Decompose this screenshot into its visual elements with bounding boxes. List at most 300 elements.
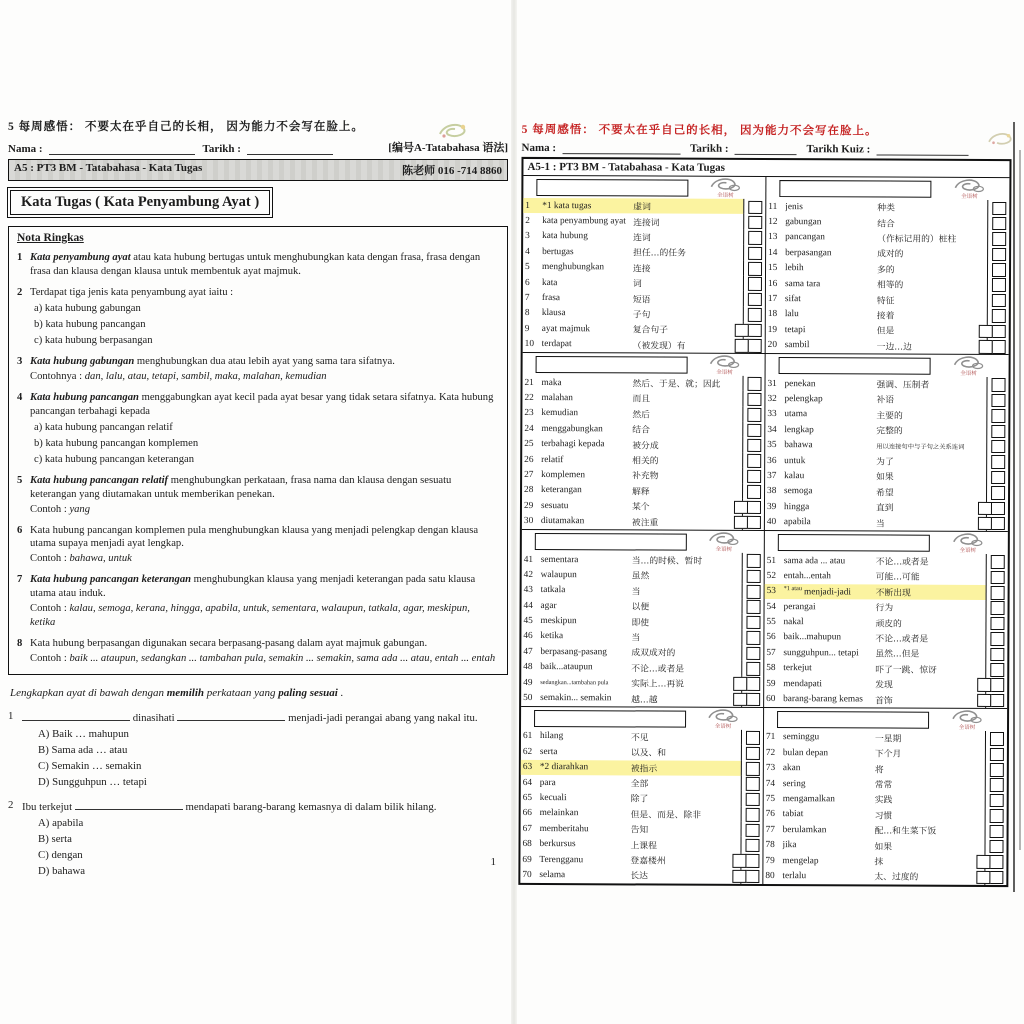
vocab-number: 47	[523, 646, 533, 657]
vocab-malay-word	[784, 425, 876, 435]
vocab-row	[521, 690, 763, 706]
vocab-chinese-meaning: 首饰	[875, 695, 893, 707]
vocab-row	[521, 613, 763, 629]
vocab-malay-word	[784, 585, 876, 597]
vocab-malay-text: keterangan	[541, 485, 582, 496]
check-cell	[742, 553, 764, 568]
vocab-number: 36	[767, 455, 777, 466]
vocab-row-main	[523, 260, 743, 276]
answer-blank	[177, 710, 285, 721]
vocab-row	[521, 775, 763, 791]
vocab-number: 52	[766, 570, 777, 581]
check-cell	[743, 230, 765, 245]
vocab-number: 6	[524, 277, 530, 288]
note-item	[17, 355, 497, 384]
vocab-row-main	[766, 261, 987, 277]
question-text: dinasihati	[130, 712, 178, 725]
vocab-row-main	[766, 199, 987, 215]
vocab-malay-word	[785, 310, 877, 320]
vocab-malay-text: berkursus	[539, 839, 576, 850]
vocab-row	[520, 852, 762, 868]
vocab-malay-text: baik...mahupun	[783, 632, 842, 643]
check-box	[746, 747, 760, 761]
vocab-number: 28	[524, 485, 534, 496]
vocab-malay-text: kecuali	[539, 792, 567, 804]
check-cell	[987, 231, 1009, 246]
vocab-malay-text: utama	[784, 409, 808, 420]
check-cell	[985, 761, 1007, 776]
vocab-row	[765, 407, 1008, 423]
vocab-malay-text: baik...ataupun	[540, 662, 593, 673]
vocab-malay-text: para	[539, 777, 556, 788]
note-item	[17, 474, 497, 517]
vocab-chinese-meaning: 全部	[630, 779, 649, 790]
check-cell	[986, 392, 1008, 407]
vocab-blocks	[520, 176, 1009, 885]
vocab-malay-text: terlalu	[782, 871, 807, 882]
vocab-malay-word	[541, 570, 632, 580]
check-box	[992, 340, 1006, 354]
note-body	[30, 637, 497, 666]
vocab-number: 63	[522, 762, 533, 773]
vocab-chinese-meaning: 虽然…但是	[875, 649, 920, 661]
vocab-malay-text: sama tara	[784, 278, 821, 289]
vocab-row-main	[522, 583, 742, 599]
vocab-chinese-meaning: 即使	[631, 617, 650, 629]
vocab-malay-word	[785, 263, 877, 273]
vocab-row	[521, 821, 763, 837]
check-cell	[987, 200, 1009, 215]
note-contoh	[30, 503, 497, 517]
check-box	[992, 278, 1006, 292]
vocab-table	[518, 157, 1011, 887]
vocab-malay-text: lebih	[785, 263, 804, 274]
instruction-bold: paling sesuai	[278, 687, 338, 700]
check-cell	[985, 792, 1007, 807]
contoh-examples: yang	[69, 503, 91, 515]
vocab-malay-text: selama	[539, 869, 566, 881]
check-box	[746, 762, 760, 776]
vocab-row-main	[521, 690, 741, 706]
vocab-row	[763, 837, 1006, 853]
vocab-row-main	[764, 676, 985, 692]
vocab-malay-word	[542, 308, 633, 318]
vocab-malay-text: maka	[541, 377, 562, 388]
check-box	[747, 600, 761, 614]
page-gutter	[511, 0, 517, 1024]
vocab-number: 11	[768, 201, 778, 212]
svg-text:全语树: 全语树	[961, 193, 978, 200]
vocab-chinese-meaning: 但是	[876, 326, 895, 337]
vocab-column-header	[523, 176, 765, 199]
vocab-malay-word	[541, 455, 632, 465]
vocab-chinese-meaning: 但是、而是、除非	[630, 810, 702, 821]
vocab-row-main	[523, 213, 743, 229]
stamp-logo-icon	[950, 707, 984, 731]
check-box	[990, 748, 1004, 762]
vocab-malay-word	[541, 424, 632, 434]
vocab-row-main	[522, 421, 742, 437]
check-box	[991, 394, 1005, 408]
check-box	[992, 232, 1006, 246]
vocab-malay-text: serta	[539, 746, 558, 757]
tarikh-kuiz-label: Tarikh Kuiz :	[806, 143, 871, 156]
vocab-row	[765, 499, 1008, 515]
note-lead-term: Kata hubung gabungan	[30, 355, 135, 367]
vocab-malay-text: relatif	[541, 454, 564, 465]
note-description: atau kata hubung bertugas untuk menghubungkan kata dengan frasa, frasa dengan frasa dan klausa dengan klausa untuk membentuk ayat majmuk.	[30, 252, 481, 277]
note-number: 8	[17, 638, 23, 650]
check-cell	[985, 823, 1007, 838]
vocab-chinese-meaning: 结合	[632, 425, 650, 436]
vocab-block	[521, 530, 1008, 709]
vocab-row-main	[765, 407, 986, 423]
check-cell	[740, 853, 762, 868]
tarikh-label: Tarikh :	[202, 143, 241, 155]
question-text: menjadi-jadi perangai abang yang nakal itu.	[285, 712, 478, 725]
vocab-row-main	[766, 276, 987, 292]
vocab-malay-text: sering	[782, 778, 806, 789]
vocab-row-main	[521, 790, 741, 806]
note-subitem: b) kata hubung pancangan komplemen	[34, 437, 199, 449]
vocab-column-header	[522, 530, 764, 553]
check-box	[990, 809, 1004, 823]
note-body	[30, 251, 497, 279]
vocab-chinese-meaning: 子句	[632, 310, 651, 321]
notes-list	[17, 251, 497, 666]
vocab-chinese-meaning: 成双成对的	[631, 648, 676, 659]
vocab-row	[764, 614, 1007, 630]
vocab-malay-text: agar	[540, 600, 557, 611]
vocab-row-main	[522, 406, 742, 422]
check-cell	[986, 585, 1008, 600]
vocab-malay-word	[783, 663, 875, 673]
vocab-number: 22	[524, 392, 534, 403]
check-cell	[742, 484, 764, 499]
vocab-malay-word	[539, 870, 630, 880]
vocab-malay-word	[540, 647, 631, 657]
vocab-malay-word	[540, 616, 631, 626]
vocab-row-main	[522, 498, 742, 514]
vocab-row-main	[765, 584, 986, 600]
vocab-footnote-mark: *1 atau	[783, 585, 803, 593]
vocab-row-main	[763, 868, 984, 884]
check-box	[990, 825, 1004, 839]
vocab-chinese-meaning: 实践	[874, 795, 893, 807]
vocab-chinese-meaning: 实际上…再说	[631, 679, 685, 690]
vocab-row	[766, 307, 1009, 323]
vocab-malay-word	[783, 763, 875, 773]
check-cell	[741, 760, 763, 775]
score-box	[778, 534, 930, 552]
vocab-malay-text: mengelap	[782, 855, 819, 866]
notes-title: Nota Ringkas	[17, 232, 84, 244]
vocab-chinese-meaning: 不论…或者是	[875, 634, 929, 645]
vocab-number: 59	[766, 678, 776, 689]
vocab-malay-text: kata hubung	[542, 231, 588, 242]
note-number: 2	[17, 286, 23, 298]
vocab-malay-text: kemudian	[541, 408, 579, 419]
note-body	[30, 573, 497, 630]
score-box	[536, 179, 688, 197]
vocab-row	[765, 568, 1008, 584]
vocab-malay-text: terbahagi kepada	[541, 439, 605, 450]
vocab-malay-text: malahan	[541, 393, 573, 404]
check-box	[992, 217, 1006, 231]
vocab-malay-word	[540, 747, 631, 757]
vocab-row	[764, 645, 1007, 661]
vocab-chinese-meaning: 不断出现	[875, 588, 911, 599]
vocab-malay-text: entah...entah	[783, 570, 831, 582]
check-box-extra	[977, 678, 991, 692]
vocab-chinese-meaning: 而且	[632, 394, 651, 405]
note-item	[17, 637, 497, 666]
check-cell	[741, 776, 763, 791]
check-box	[747, 485, 761, 499]
nama-label: Nama :	[8, 143, 43, 155]
note-item	[17, 286, 497, 348]
vocab-chinese-meaning: 成对的	[877, 249, 904, 260]
vocab-number: 41	[523, 554, 534, 565]
vocab-row	[522, 583, 764, 599]
note-subitem: a) kata hubung pancangan relatif	[34, 421, 173, 433]
note-text	[30, 286, 497, 300]
check-box	[990, 694, 1004, 708]
question-sentence	[22, 799, 436, 813]
vocab-row-main	[522, 467, 742, 483]
check-box	[992, 263, 1006, 277]
vocab-malay-word	[782, 856, 874, 866]
score-box	[536, 356, 688, 374]
vocab-chinese-meaning: 接着	[876, 311, 895, 322]
check-box-extra	[979, 340, 993, 354]
vocab-malay-word	[785, 279, 877, 289]
check-cell	[742, 468, 764, 483]
check-box	[746, 823, 760, 837]
vocab-malay-text: melainkan	[539, 808, 579, 819]
vocab-row-main	[523, 275, 743, 291]
vocab-malay-word	[542, 293, 633, 303]
vocab-malay-word	[783, 748, 875, 758]
vocab-chinese-meaning: 被指示	[630, 764, 658, 775]
vocab-malay-word	[541, 470, 632, 480]
vocab-row	[523, 244, 765, 260]
vocab-row	[766, 230, 1009, 246]
vocab-malay-text: jenis	[785, 201, 803, 212]
vocab-chinese-meaning: 不论…或者是	[875, 557, 929, 568]
vocab-malay-word	[540, 662, 631, 672]
vocab-chinese-meaning: 强调、压制者	[876, 380, 930, 391]
vocab-malay-word	[785, 340, 877, 350]
vocab-malay-text: mengamalkan	[782, 794, 835, 805]
check-box	[747, 439, 761, 453]
vocab-chinese-meaning: 希望	[876, 488, 894, 499]
vocab-malay-text: seminggu	[782, 732, 820, 743]
check-box	[991, 409, 1005, 423]
check-box	[745, 839, 759, 853]
vocab-chinese-meaning: 为了	[876, 457, 894, 468]
stamp-logo-icon	[952, 176, 986, 200]
vocab-row-main	[521, 629, 741, 645]
vocab-malay-text: tetapi	[784, 324, 806, 335]
vocab-number: 16	[767, 278, 778, 289]
vocab-malay-text: pancangan	[785, 232, 825, 243]
vocab-malay-text: akan	[782, 763, 801, 774]
check-cell	[742, 568, 764, 583]
check-cell	[986, 377, 1008, 392]
vocab-row	[523, 336, 765, 352]
check-cell	[985, 646, 1007, 661]
vocab-column	[763, 708, 1007, 885]
vocab-number: 46	[523, 631, 533, 642]
vocab-chinese-meaning: 不论…或者是	[631, 664, 685, 675]
answer-option: D) bahawa	[38, 865, 86, 878]
vocab-row	[521, 759, 763, 775]
vocab-number: 55	[766, 617, 776, 628]
answer-option: D) Sungguhpun … tetapi	[38, 776, 147, 789]
vocab-malay-word	[785, 202, 877, 212]
vocab-number: 75	[765, 793, 776, 805]
vocab-column-header	[523, 353, 765, 376]
vocab-row	[765, 484, 1008, 500]
vocab-row-main	[520, 852, 740, 868]
note-text	[30, 251, 497, 279]
check-cell	[984, 854, 1006, 869]
check-box	[991, 425, 1005, 439]
vocab-chinese-meaning: 短语	[632, 294, 651, 306]
vocab-chinese-meaning: 越…越	[631, 694, 658, 706]
vocab-row-main	[764, 661, 985, 677]
note-contoh	[30, 602, 497, 630]
note-text	[30, 524, 497, 552]
vocab-number: 49	[523, 677, 533, 688]
vocab-chinese-meaning: 然后	[632, 410, 651, 421]
name-date-row-right	[522, 142, 1012, 156]
svg-text:全语树: 全语树	[959, 547, 977, 554]
vocab-row-main	[521, 644, 741, 660]
vocab-malay-text: gabungan	[785, 217, 822, 228]
vocab-row-main	[521, 775, 741, 791]
vocab-row	[765, 422, 1008, 438]
vocab-malay-word	[783, 617, 875, 627]
check-box-extra	[978, 517, 992, 531]
check-cell	[742, 437, 764, 452]
vocab-number: 71	[765, 732, 776, 743]
vocab-malay-word	[541, 408, 632, 418]
vocab-row	[765, 468, 1008, 484]
vocab-malay-text: kata	[541, 277, 558, 288]
vocab-row-main	[765, 376, 986, 392]
vocab-row	[521, 659, 763, 675]
vocab-chinese-meaning: 以便	[631, 602, 650, 613]
vocab-row-main	[765, 568, 986, 584]
vocab-malay-word	[542, 231, 633, 241]
svg-text:全语树: 全语树	[958, 724, 976, 731]
check-cell	[985, 692, 1007, 707]
scan-edge-line	[1019, 150, 1021, 850]
vocab-number: 27	[524, 469, 534, 480]
vocab-column	[765, 354, 1009, 531]
nama-field	[49, 143, 195, 155]
note-number: 4	[17, 391, 23, 403]
note-body	[30, 474, 497, 517]
vocab-row-main	[766, 230, 987, 246]
note-description: menghubungkan dua atau lebih ayat yang sama tara sifatnya.	[134, 355, 395, 367]
answer-option: A) apabila	[38, 817, 84, 830]
vocab-row	[521, 675, 763, 691]
vocab-row-main	[522, 483, 742, 499]
topic-heading: Kata Tugas ( Kata Penyambung Ayat )	[10, 190, 270, 215]
vocab-malay-word	[783, 732, 875, 742]
vocab-number: 17	[767, 294, 778, 305]
vocab-number: 34	[767, 424, 777, 435]
check-cell	[743, 260, 765, 275]
vocab-malay-text: ketika	[540, 631, 564, 642]
vocab-number: 51	[766, 555, 777, 566]
exercise-questions	[8, 710, 508, 877]
vocab-number: 65	[522, 792, 533, 803]
note-text	[30, 637, 497, 651]
vocab-malay-word	[785, 248, 877, 258]
svg-text:全语树: 全语树	[717, 192, 734, 199]
vocab-malay-word	[542, 339, 633, 349]
vocab-row-main	[763, 837, 984, 853]
check-box	[989, 855, 1003, 869]
vocab-malay-word	[539, 839, 630, 849]
vocab-chinese-meaning: 某个	[631, 502, 650, 513]
vocab-row-main	[765, 437, 986, 453]
vocab-chinese-meaning: 连词	[633, 233, 651, 244]
check-cell	[742, 453, 764, 468]
vocab-malay-text: lengkap	[784, 424, 814, 435]
vocab-row	[521, 729, 763, 745]
check-box	[747, 500, 761, 514]
vocab-row	[522, 513, 764, 529]
vocab-number: 72	[765, 747, 776, 758]
code-label: [编号A-Tatabahasa 语法]	[388, 142, 508, 154]
note-description: menghubungkan perkataan, frasa nama dan klausa dengan sesuatu keterangan yang diutamakan untuk memberikan penekan.	[30, 474, 452, 500]
vocab-malay-word	[540, 824, 631, 834]
vocab-column	[523, 176, 767, 353]
vocab-malay-text: berulamkan	[782, 824, 827, 836]
vocab-row	[764, 676, 1007, 692]
vocab-row-main	[522, 390, 742, 406]
vocab-chinese-meaning: 担任…的任务	[633, 248, 686, 260]
vocab-row	[764, 822, 1007, 838]
check-box	[746, 793, 760, 807]
vocab-chinese-meaning: 完整的	[876, 426, 903, 437]
vocab-chinese-meaning: 被分成	[632, 441, 659, 452]
vocab-row-main	[764, 760, 985, 776]
vocab-malay-word	[541, 393, 632, 403]
vocab-number: 73	[765, 763, 776, 774]
check-box	[992, 309, 1006, 323]
vocab-block	[523, 176, 1010, 355]
check-cell	[742, 376, 764, 391]
vocab-number: 14	[768, 247, 778, 258]
vocab-malay-word	[541, 555, 632, 565]
vocab-number: 78	[765, 840, 775, 851]
note-contoh	[30, 552, 497, 566]
check-cell	[741, 660, 763, 675]
svg-text:全语树: 全语树	[716, 369, 733, 376]
check-cell	[985, 746, 1007, 761]
vocab-malay-text: semakin... semakin	[540, 693, 612, 704]
vocab-malay-text: frasa	[541, 293, 560, 304]
check-cell	[743, 291, 765, 306]
check-box-extra	[977, 694, 991, 708]
instruction-text: .	[337, 687, 344, 700]
